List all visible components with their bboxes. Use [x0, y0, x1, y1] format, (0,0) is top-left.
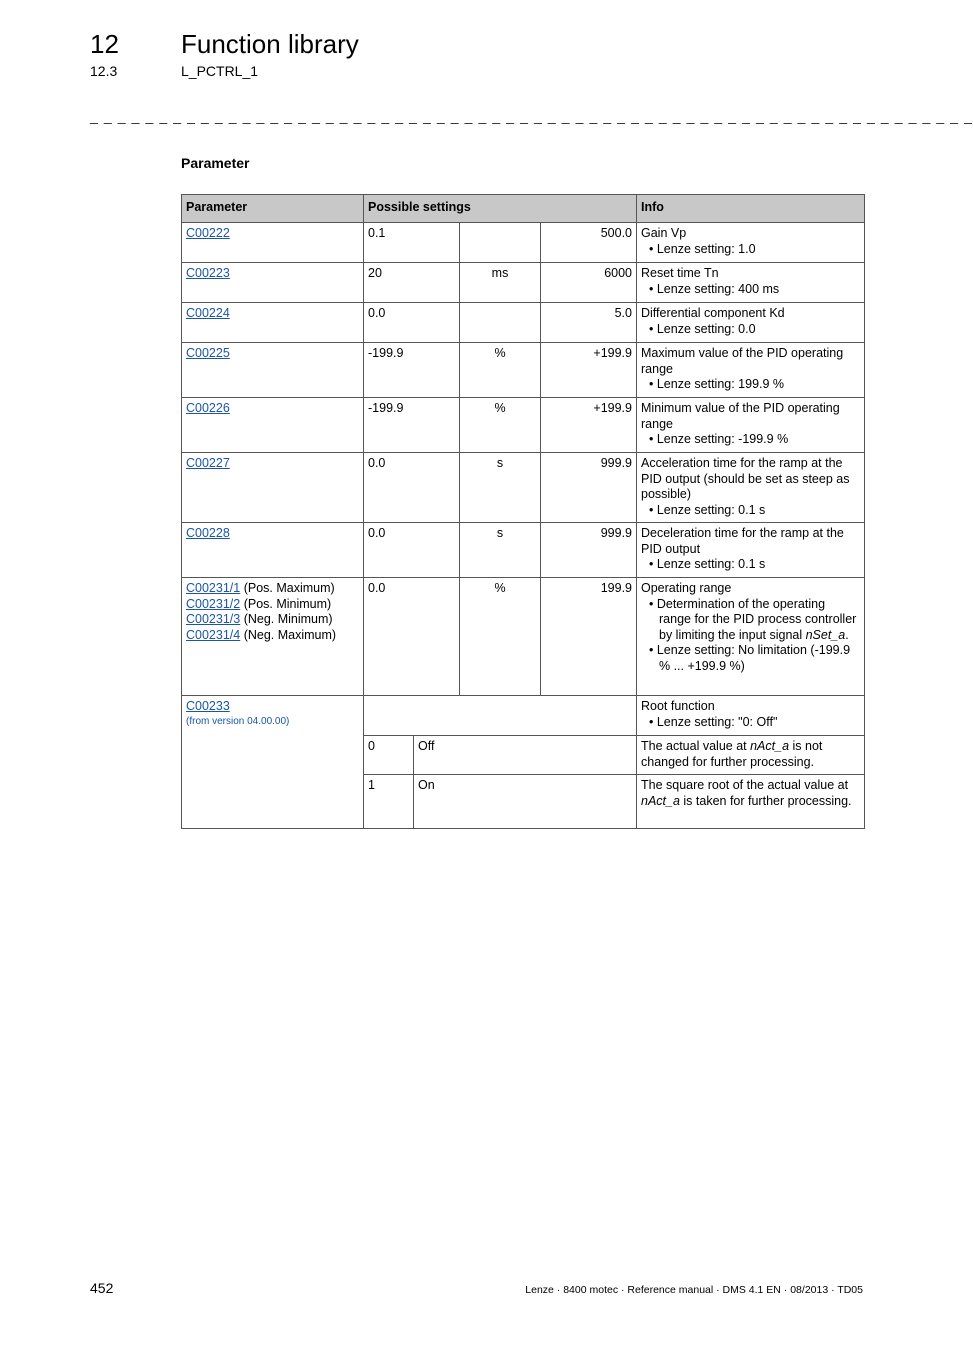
- min-cell: 20: [364, 263, 460, 303]
- table-row: [182, 523, 865, 578]
- lenze-setting: • Lenze setting: No limitation (-199.9 % ... +199.9 %): [641, 643, 860, 674]
- table-row: [182, 696, 865, 736]
- bullet-text: Determination of the operating range for the PID process controller by limiting the input signal: [656, 596, 857, 642]
- min-cell: 0.0: [364, 578, 460, 696]
- unit-cell: [460, 223, 541, 263]
- page-number: 452: [90, 1280, 114, 1296]
- info-cell: [637, 523, 865, 578]
- parameter-link[interactable]: C00226: [186, 401, 230, 415]
- param-cell: [182, 343, 364, 398]
- parameter-link[interactable]: C00231/4: [186, 627, 241, 642]
- parameter-link[interactable]: C00231/3: [186, 612, 241, 626]
- info-cell: [637, 453, 865, 523]
- info-cell: [637, 578, 865, 696]
- desc-text: is not changed for further processing.: [641, 739, 823, 769]
- parameter-table: [181, 194, 865, 829]
- min-cell: -199.9: [364, 398, 460, 453]
- param-label: (Neg. Minimum): [240, 612, 333, 626]
- parameter-link[interactable]: C00223: [186, 266, 230, 280]
- unit-cell: %: [460, 398, 541, 453]
- table-row: [182, 578, 865, 696]
- header-possible-settings: Possible settings: [364, 195, 637, 223]
- option-value: 1: [364, 775, 414, 829]
- info-cell: [637, 398, 865, 453]
- info-text: Minimum value of the PID operating range: [641, 401, 840, 431]
- max-cell: 500.0: [541, 223, 637, 263]
- max-cell: 999.9: [541, 523, 637, 578]
- signal-name: nSet_a: [805, 627, 846, 642]
- param-label: (Pos. Maximum): [240, 581, 335, 595]
- unit-cell: s: [460, 453, 541, 523]
- info-text: Operating range: [641, 581, 732, 595]
- lenze-setting: • Lenze setting: 0.0: [641, 322, 860, 338]
- info-cell: [637, 223, 865, 263]
- param-cell: [182, 696, 364, 829]
- parameter-link[interactable]: C00231/2: [186, 596, 241, 611]
- parameter-link[interactable]: C00222: [186, 226, 230, 240]
- desc-text: The square root of the actual value at: [641, 778, 849, 792]
- empty-settings-cell: [364, 696, 637, 736]
- info-text: Gain Vp: [641, 226, 687, 240]
- parameter-link[interactable]: C00224: [186, 306, 230, 320]
- option-description: [637, 736, 865, 775]
- unit-cell: %: [460, 343, 541, 398]
- table-row: [182, 398, 865, 453]
- max-cell: +199.9: [541, 398, 637, 453]
- info-text: Deceleration time for the ramp at the PID output: [641, 526, 844, 556]
- bullet-end: .: [845, 627, 849, 642]
- info-cell: [637, 303, 865, 343]
- parameter-link[interactable]: C00231/1: [186, 581, 241, 595]
- document-info: Lenze · 8400 motec · Reference manual · DMS 4.1 EN · 08/2013 · TD05: [525, 1284, 863, 1296]
- max-cell: +199.9: [541, 343, 637, 398]
- param-label: (Pos. Minimum): [240, 596, 332, 611]
- min-cell: 0.0: [364, 303, 460, 343]
- info-cell: [637, 696, 865, 736]
- table-row: [182, 263, 865, 303]
- parameter-link[interactable]: C00228: [186, 526, 230, 540]
- lenze-setting: • Lenze setting: 0.1 s: [641, 503, 860, 519]
- table-header-row: [182, 195, 865, 223]
- max-cell: 6000: [541, 263, 637, 303]
- param-cell: [182, 303, 364, 343]
- param-cell: [182, 523, 364, 578]
- desc-text: The actual value at: [641, 739, 751, 753]
- lenze-setting: • Lenze setting: "0: Off": [641, 715, 860, 731]
- info-cell: [637, 343, 865, 398]
- table-row: [182, 343, 865, 398]
- header-separator: _ _ _ _ _ _ _ _ _ _ _ _ _ _ _ _ _ _ _ _ _ _ _ _ _ _ _ _ _ _ _ _ _ _ _ _ _ _ _ _ _ _ _ _ _ _ _ _ _ _ _ _ _ _ _ _ _ _ _ _ _ _ _ _: [90, 108, 973, 124]
- param-cell: [182, 578, 364, 696]
- info-cell: [637, 263, 865, 303]
- param-cell: [182, 398, 364, 453]
- lenze-setting: • Lenze setting: 0.1 s: [641, 557, 860, 573]
- table-row: [182, 223, 865, 263]
- option-description: [637, 775, 865, 829]
- info-text: Acceleration time for the ramp at the PID output (should be set as steep as possible): [641, 456, 850, 501]
- chapter-number: 12: [90, 29, 119, 59]
- lenze-setting: • Lenze setting: 1.0: [641, 242, 860, 258]
- param-cell: [182, 263, 364, 303]
- info-bullet: [641, 597, 860, 644]
- table-row: [182, 303, 865, 343]
- unit-cell: [460, 303, 541, 343]
- parameter-link[interactable]: C00227: [186, 456, 230, 470]
- min-cell: 0.0: [364, 453, 460, 523]
- table-row: [182, 453, 865, 523]
- section-number: 12.3: [90, 63, 118, 79]
- lenze-setting: • Lenze setting: 400 ms: [641, 282, 860, 298]
- info-text: Root function: [641, 699, 715, 713]
- lenze-setting: • Lenze setting: 199.9 %: [641, 377, 860, 393]
- header-info: Info: [637, 195, 865, 223]
- min-cell: 0.0: [364, 523, 460, 578]
- info-text: Reset time Tn: [641, 266, 719, 280]
- max-cell: 199.9: [541, 578, 637, 696]
- max-cell: 999.9: [541, 453, 637, 523]
- option-label: Off: [414, 736, 637, 775]
- desc-text: is taken for further processing.: [679, 793, 852, 808]
- min-cell: -199.9: [364, 343, 460, 398]
- header-parameter: Parameter: [182, 195, 364, 223]
- parameter-link[interactable]: C00225: [186, 346, 230, 360]
- info-text: Differential component Kd: [641, 306, 785, 320]
- section-heading: Parameter: [181, 155, 250, 171]
- version-note: (from version 04.00.00): [186, 715, 290, 727]
- parameter-link[interactable]: C00233: [186, 699, 230, 713]
- info-text: Maximum value of the PID operating range: [641, 346, 844, 376]
- unit-cell: ms: [460, 263, 541, 303]
- chapter-title: Function library: [181, 29, 359, 59]
- param-cell: [182, 223, 364, 263]
- unit-cell: s: [460, 523, 541, 578]
- param-cell: [182, 453, 364, 523]
- section-title: L_PCTRL_1: [181, 63, 259, 79]
- signal-name: nAct_a: [641, 793, 680, 808]
- signal-name: nAct_a: [750, 739, 790, 753]
- option-label: On: [414, 775, 637, 829]
- max-cell: 5.0: [541, 303, 637, 343]
- param-label: (Neg. Maximum): [240, 627, 337, 642]
- lenze-setting: • Lenze setting: -199.9 %: [641, 432, 860, 448]
- min-cell: 0.1: [364, 223, 460, 263]
- option-value: 0: [364, 736, 414, 775]
- unit-cell: %: [460, 578, 541, 696]
